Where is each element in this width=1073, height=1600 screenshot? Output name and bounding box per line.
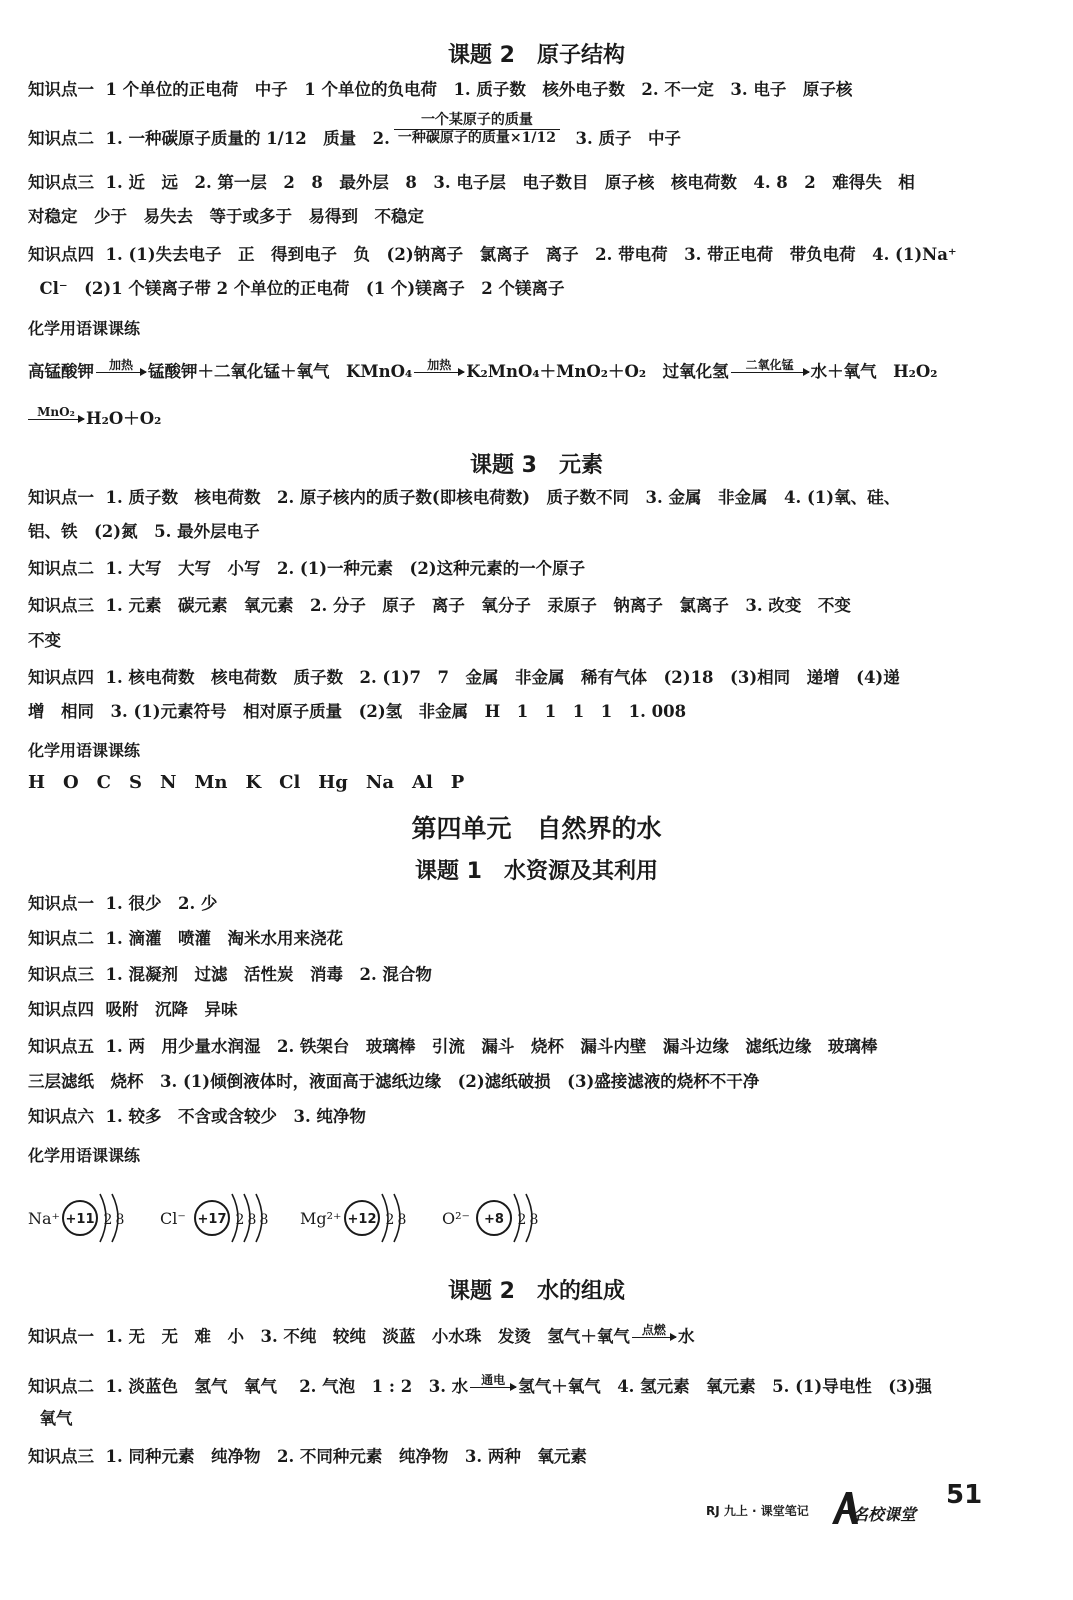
knowledge-label: 知识点六: [28, 1107, 94, 1126]
s3-k6: [28, 1106, 1048, 1128]
reaction-condition: 通电: [481, 1373, 506, 1387]
reaction-condition: 加热: [108, 358, 133, 372]
s3-k3: [28, 964, 1048, 986]
answer-text: 氢气＋氧气 4. 氢元素 氧元素 5. (1)导电性 (3)强: [518, 1377, 932, 1396]
knowledge-label: 知识点五: [28, 1037, 94, 1056]
knowledge-label: 知识点二: [28, 929, 94, 948]
ion-symbol: O²⁻: [442, 1209, 470, 1228]
answer-text: 1. 较多 不含或含较少 3. 纯净物: [94, 1107, 366, 1126]
answer-text: 1. 滴灌 喷灌 淘米水用来浇花: [94, 929, 343, 948]
ion-structure-svg: [442, 1178, 582, 1258]
ion-structure-svg: [28, 1178, 168, 1258]
s3-k4: [28, 999, 1048, 1021]
knowledge-label: 知识点四: [28, 245, 94, 264]
s4-k2-line1: [28, 1373, 1048, 1398]
shell-electron-count: 8: [259, 1212, 269, 1228]
reaction-arrow: [96, 358, 146, 379]
section-title-atomic-structure: 课题 2 原子结构: [448, 43, 625, 68]
nucleus-charge: +17: [197, 1212, 227, 1227]
s2-k1-line2: 铝、铁 (2)氮 5. 最外层电子: [28, 522, 260, 541]
ion-symbol: Na⁺: [28, 1209, 60, 1228]
knowledge-label: 知识点三: [28, 173, 94, 192]
nucleus-charge: +11: [65, 1212, 95, 1227]
answer-text: 1. 质子数 核电荷数 2. 原子核内的质子数(即核电荷数) 质子数不同 3. 金属 非金属 4. (1)氧、硅、: [94, 488, 901, 507]
s3-k5-line1: [28, 1036, 1048, 1058]
answer-text: 吸附 沉降 异味: [94, 1000, 238, 1019]
knowledge-label: 知识点三: [28, 965, 94, 984]
answer-text: 1. 同种元素 纯净物 2. 不同种元素 纯净物 3. 两种 氧元素: [94, 1447, 587, 1466]
shell-electron-count: 2: [103, 1212, 113, 1228]
s1-k2: [28, 112, 1048, 157]
s2-k3-line1: [28, 595, 1048, 617]
knowledge-label: 知识点一: [28, 1327, 94, 1346]
shell-electron-count: 8: [247, 1212, 257, 1228]
answer-text: 1. 大写 大写 小写 2. (1)一种元素 (2)这种元素的一个原子: [94, 559, 586, 578]
ion-symbol: Mg²⁺: [300, 1209, 342, 1228]
shell-electron-count: 8: [529, 1212, 539, 1228]
s3-k2: [28, 928, 1048, 950]
ion-diagram: [160, 1178, 300, 1258]
s1-k4-line2: Cl⁻ (2)1 个镁离子带 2 个单位的正电荷 (1 个)镁离子 2 个镁离子: [28, 279, 565, 298]
brand-name: 名校课堂: [852, 1505, 917, 1524]
s1-k4-line1: [28, 244, 1048, 266]
knowledge-label: 知识点二: [28, 129, 94, 148]
knowledge-label: 知识点一: [28, 894, 94, 913]
series-label: RJ 九上 · 课堂笔记: [706, 1504, 809, 1518]
ion-diagram: [28, 1178, 168, 1258]
answer-text: 1. 一种碳原子质量的 1/12 质量 2.: [94, 129, 390, 148]
ion-structure-svg: [300, 1178, 440, 1258]
s2-k4-line1: [28, 667, 1048, 689]
knowledge-label: 知识点一: [28, 80, 94, 99]
shell-electron-count: 8: [397, 1212, 407, 1228]
nucleus-charge: +8: [484, 1212, 504, 1227]
fraction: [394, 112, 560, 147]
shell-electron-count: 2: [385, 1212, 395, 1228]
s2-k2: [28, 558, 1048, 580]
knowledge-label: 知识点二: [28, 559, 94, 578]
knowledge-label: 知识点三: [28, 1447, 94, 1466]
reaction-arrow: [414, 358, 464, 379]
fraction-numerator: 一个某原子的质量: [394, 112, 560, 130]
s1-k3-line2: 对稳定 少于 易失去 等于或多于 易得到 不稳定: [28, 207, 424, 226]
answer-text: 1. 近 远 2. 第一层 2 8 最外层 8 3. 电子层 电子数目 原子核 核电荷数 4. 8 2 难得失 相: [94, 173, 915, 192]
section-title-water-resources: 课题 1 水资源及其利用: [415, 859, 658, 884]
reaction-condition: 加热: [427, 358, 452, 372]
equation-text: 水＋氧气 H₂O₂: [810, 362, 938, 381]
s1-equation-line2: [28, 405, 1048, 430]
reaction-condition: MnO₂: [37, 405, 75, 419]
element-symbols: H O C S N Mn K Cl Hg Na Al P: [28, 772, 465, 793]
section-title-water-composition: 课题 2 水的组成: [448, 1279, 625, 1304]
brand-logo: [828, 1488, 938, 1532]
reaction-arrow: [28, 405, 84, 426]
knowledge-label: 知识点四: [28, 1000, 94, 1019]
equation-text: 锰酸钾＋二氧化锰＋氧气 KMnO₄: [148, 362, 413, 381]
reaction-arrow: [731, 358, 809, 379]
shell-electron-count: 2: [517, 1212, 527, 1228]
ion-diagram: [300, 1178, 440, 1258]
answer-text: 1. 元素 碳元素 氧元素 2. 分子 原子 离子 氧分子 汞原子 钠离子 氯离子 3. 改变 不变: [94, 596, 851, 615]
s4-k2-line2: 氧气: [28, 1409, 73, 1428]
ion-symbol: Cl⁻: [160, 1209, 186, 1228]
answer-text: 1. 核电荷数 核电荷数 质子数 2. (1)7 7 金属 非金属 稀有气体 (2)18 (3)相同 递增 (4)递: [94, 668, 900, 687]
page-number: 51: [946, 1480, 983, 1510]
answer-text: 1. 混凝剂 过滤 活性炭 消毒 2. 混合物: [94, 965, 432, 984]
answer-text: 1. 两 用少量水润湿 2. 铁架台 玻璃棒 引流 漏斗 烧杯 漏斗内壁 漏斗边缘 滤纸边缘 玻璃棒: [94, 1037, 878, 1056]
reaction-arrow: [632, 1323, 676, 1344]
s2-k3-line2: 不变: [28, 631, 61, 650]
answer-text: 1. 淡蓝色 氢气 氧气 2. 气泡 1 : 2 3. 水: [94, 1377, 469, 1396]
knowledge-label: 知识点三: [28, 596, 94, 615]
s3-k5-line2: 三层滤纸 烧杯 3. (1)倾倒液体时，液面高于滤纸边缘 (2)滤纸破损 (3)盛接滤液的烧杯不干净: [28, 1072, 760, 1091]
nucleus-charge: +12: [347, 1212, 377, 1227]
answer-text: 1. (1)失去电子 正 得到电子 负 (2)钠离子 氯离子 离子 2. 带电荷 3. 带正电荷 带负电荷 4. (1)Na⁺: [94, 245, 957, 264]
ion-structure-svg: [160, 1178, 300, 1258]
knowledge-label: 知识点一: [28, 488, 94, 507]
s2-k1-line1: [28, 487, 1048, 509]
practice-heading: 化学用语课课练: [28, 319, 141, 338]
s1-equation-line1: [28, 358, 1048, 383]
s1-k1: [28, 79, 1048, 101]
answer-text: 水: [677, 1327, 695, 1346]
answer-text: 1 个单位的正电荷 中子 1 个单位的负电荷 1. 质子数 核外电子数 2. 不一定 3. 电子 原子核: [94, 80, 853, 99]
equation-text: 高锰酸钾: [28, 362, 94, 381]
section-title-elements: 课题 3 元素: [470, 453, 603, 478]
ion-diagram: [442, 1178, 582, 1258]
answer-text: 1. 很少 2. 少: [94, 894, 218, 913]
s4-k1: [28, 1323, 1048, 1348]
equation-text: H₂O＋O₂: [86, 409, 162, 428]
reaction-condition: 点燃: [641, 1323, 666, 1337]
unit-title: 第四单元 自然界的水: [411, 814, 662, 843]
knowledge-label: 知识点二: [28, 1377, 94, 1396]
s3-k1: [28, 893, 1048, 915]
practice-heading: 化学用语课课练: [28, 741, 141, 760]
s1-k3-line1: [28, 172, 1048, 194]
s2-k4-line2: 增 相同 3. (1)元素符号 相对原子质量 (2)氢 非金属 H 1 1 1 1 1. 008: [28, 702, 687, 721]
shell-electron-count: 8: [115, 1212, 125, 1228]
reaction-arrow: [470, 1373, 516, 1394]
answer-text: 3. 质子 中子: [563, 129, 681, 148]
s4-k3: [28, 1446, 1048, 1468]
reaction-condition: 二氧化锰: [745, 358, 794, 372]
fraction-denominator: 一种碳原子的质量×1/12: [397, 130, 556, 146]
answer-text: 1. 无 无 难 小 3. 不纯 较纯 淡蓝 小水珠 发烫 氢气＋氧气: [94, 1327, 630, 1346]
equation-text: K₂MnO₄＋MnO₂＋O₂ 过氧化氢: [466, 362, 729, 381]
knowledge-label: 知识点四: [28, 668, 94, 687]
shell-electron-count: 2: [235, 1212, 245, 1228]
practice-heading: 化学用语课课练: [28, 1146, 141, 1165]
